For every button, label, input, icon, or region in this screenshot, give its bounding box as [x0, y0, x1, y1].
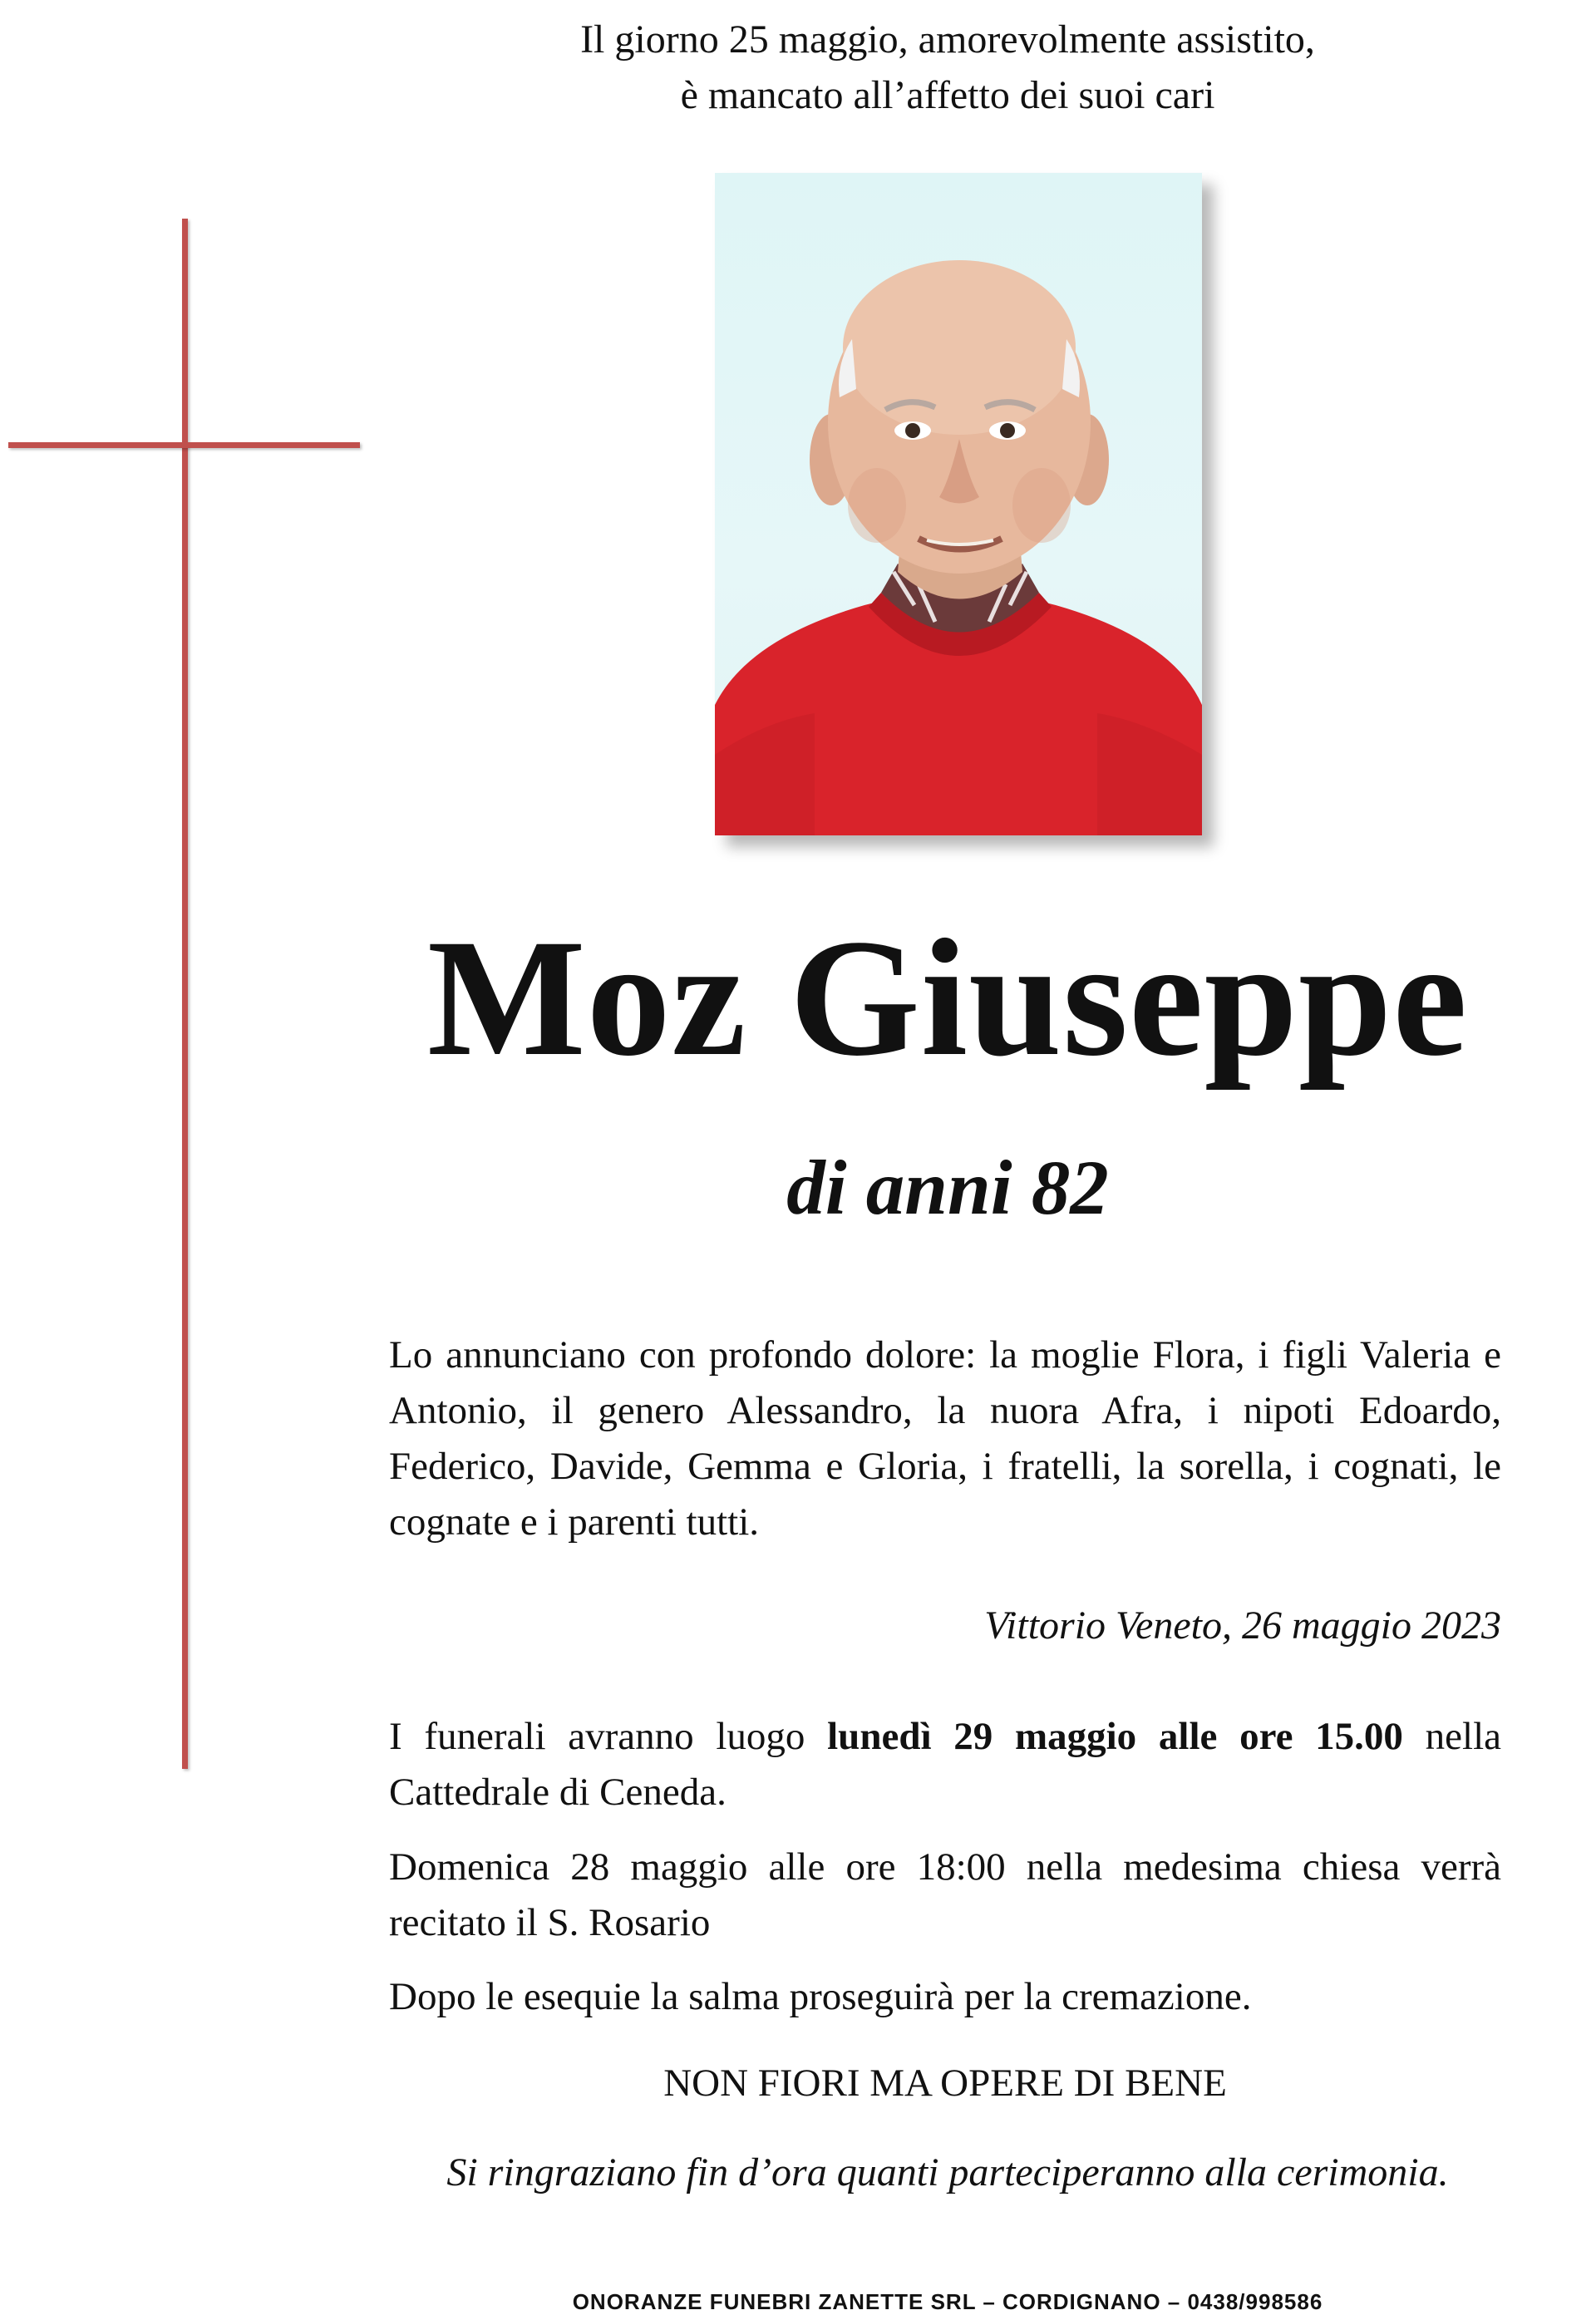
deceased-name: Moz Giuseppe: [426, 904, 1468, 1091]
announcement-paragraph: Lo annunciano con profondo dolore: la moglie Flora, i figli Valeria e Antonio, il genero Alessandro, la nuora Afra, i nipoti Edoardo, Federico, Davide, Gemma e Gloria, i fratelli, la sorella, i cognati, le cognate e i parenti tutti.: [389, 1333, 1501, 1544]
intro-line-2: è mancato all’affetto dei suoi cari: [680, 73, 1215, 117]
portrait-photo: [715, 173, 1202, 835]
funeral-datetime: lunedì 29 maggio alle ore 15.00: [827, 1715, 1403, 1758]
rosary-paragraph: Domenica 28 maggio alle ore 18:00 nella medesima chiesa verrà recitato il S. Rosario: [389, 1845, 1501, 1944]
funeral-prefix: I funerali avranno luogo: [389, 1715, 805, 1758]
cremation-paragraph: Dopo le esequie la salma proseguirà per la cremazione.: [389, 1975, 1252, 2018]
thanks-line: Si ringraziano fin d’ora quanti parteciperanno alla cerimonia.: [446, 2150, 1449, 2194]
cross-icon-vertical-bar: [182, 219, 188, 1769]
portrait-illustration: [715, 173, 1202, 835]
intro-line-1: Il giorno 25 maggio, amorevolmente assistito,: [580, 17, 1315, 62]
funeral-suffix: nella Cattedrale di Ceneda.: [389, 1715, 1502, 1814]
dateline: Vittorio Veneto, 26 maggio 2023: [984, 1603, 1501, 1648]
intro-text: [466, 12, 1430, 123]
cross-icon-horizontal-bar: [8, 442, 360, 448]
funeral-home-footer: ONORANZE FUNEBRI ZANETTE SRL – CORDIGNANO – 0438/998586: [572, 2289, 1323, 2314]
deceased-age: di anni 82: [786, 1145, 1109, 1231]
no-flowers-notice: NON FIORI MA OPERE DI BENE: [663, 2061, 1227, 2105]
funeral-paragraph: [389, 1709, 1501, 1820]
